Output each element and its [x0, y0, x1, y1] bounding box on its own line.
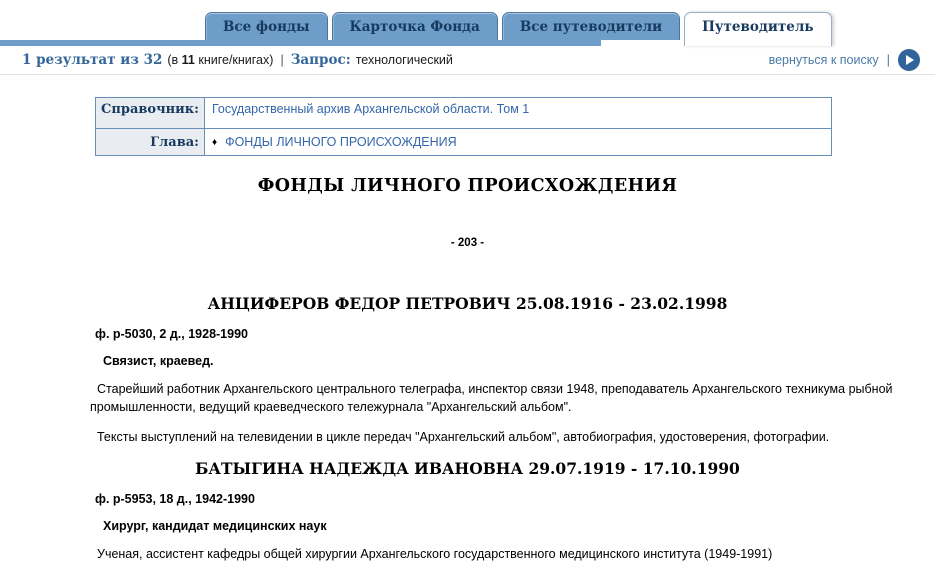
reference-value-cell [204, 98, 831, 129]
occupation-line: Связист, краевед. [103, 354, 214, 368]
tabs [205, 12, 836, 46]
play-icon [906, 55, 914, 65]
table-row [96, 98, 832, 129]
diamond-bullet-icon: ♦ [211, 137, 218, 148]
tab-all-funds[interactable]: Все фонды [205, 12, 328, 40]
occupation-line: Хирург, кандидат медицинских наук [103, 519, 327, 533]
guide-volume-link[interactable]: Государственный архив Архангельской области. Том 1 [211, 102, 530, 116]
reference-label: Справочник: [96, 98, 205, 129]
results-count: 1 результат из 32 [22, 51, 163, 68]
results-summary [22, 52, 453, 68]
tab-guide[interactable]: Путеводитель [684, 12, 831, 46]
fund-reference: ф. р-5030, 2 д., 1928-1990 [95, 327, 248, 341]
query-value: технологический [355, 52, 453, 67]
entry-paragraph: Старейший работник Архангельского центрального телеграфа, инспектор связи 1948, преподаватель Архангельского техникума рыбной промышленности, ведущий краеведческого тележурнала "Архангельский альбом". [90, 382, 893, 414]
entry-paragraph: Ученая, ассистент кафедры общей хирургии Архангельского государственного медицинского института (1949-1991) [97, 547, 773, 561]
tab-bar [0, 0, 935, 46]
tab-fund-card[interactable]: Карточка Фонда [332, 12, 498, 40]
chapter-link[interactable]: ФОНДЫ ЛИЧНОГО ПРОИСХОЖДЕНИЯ [225, 135, 457, 149]
query-label: Запрос: [290, 51, 351, 68]
tab-all-guides[interactable]: Все путеводители [502, 12, 680, 40]
chapter-label: Глава: [96, 129, 205, 156]
results-bar [0, 46, 935, 75]
separator: | [886, 52, 890, 67]
results-actions [769, 49, 920, 71]
entry-paragraph: Тексты выступлений на телевидении в цикле передач "Архангельский альбом", автобиография, удостоверения, фотографии. [97, 430, 830, 444]
books-count-text: (в 11 книге/книгах) [167, 52, 274, 67]
go-forward-button[interactable] [898, 49, 920, 71]
reference-table [95, 97, 832, 156]
table-row [96, 129, 832, 156]
back-to-search-link[interactable]: вернуться к поиску [768, 52, 879, 67]
section-title: ФОНДЫ ЛИЧНОГО ПРОИСХОЖДЕНИЯ [257, 176, 678, 196]
fund-reference: ф. р-5953, 18 д., 1942-1990 [95, 492, 255, 506]
entry-title: БАТЫГИНА НАДЕЖДА ИВАНОВНА 29.07.1919 - 17.10.1990 [195, 459, 740, 478]
chapter-value-cell [204, 129, 831, 156]
page-number-marker: - 203 - [450, 237, 485, 249]
entry-title: АНЦИФЕРОВ ФЕДОР ПЕТРОВИЧ 25.08.1916 - 23.02.1998 [207, 294, 728, 313]
separator: | [280, 52, 284, 67]
